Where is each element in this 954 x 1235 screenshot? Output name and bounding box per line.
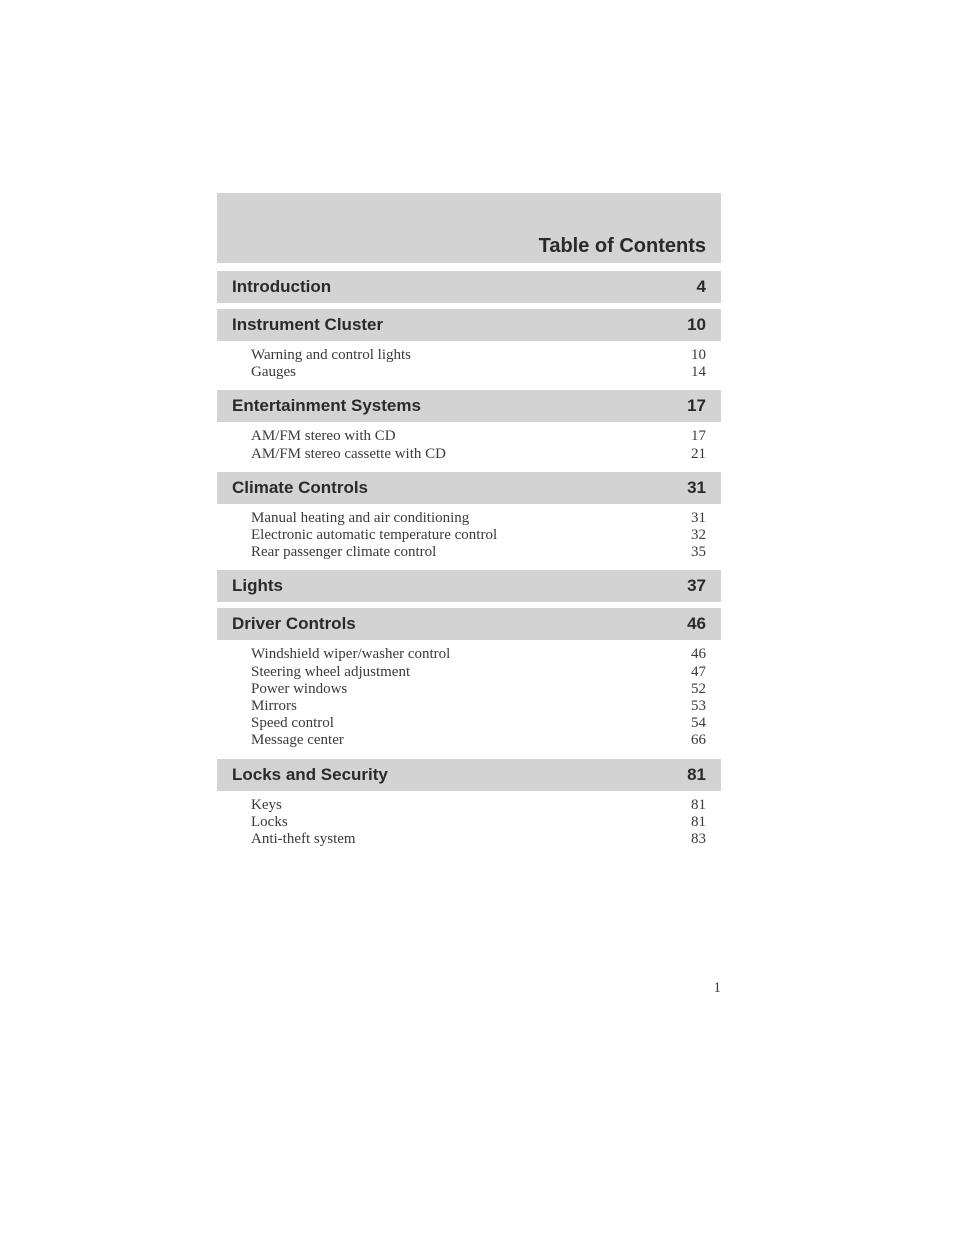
entry-page: 53 [691,698,706,715]
entry-label: Message center [251,732,344,749]
toc-entry[interactable] [251,681,706,698]
toc-entry[interactable] [251,797,706,814]
entry-label: AM/FM stereo with CD [251,428,396,445]
entry-label: Keys [251,796,282,813]
entry-page: 46 [691,646,706,663]
section-items [217,791,721,852]
toc-entry[interactable] [251,831,706,848]
section-label: Introduction [232,277,332,296]
toc-entry[interactable] [251,510,706,527]
entry-label: Speed control [251,715,334,732]
entry-label: Warning and control lights [251,347,412,363]
section-items [217,341,721,384]
entry-label: Electronic automatic temperature control [251,527,498,544]
toc-entry[interactable] [251,664,706,681]
toc-entry[interactable] [251,715,706,732]
entry-label: Manual heating and air conditioning [251,509,470,526]
section-heading-locks-and-security[interactable] [217,759,721,791]
entry-label: Mirrors [251,698,297,715]
entry-page: 83 [691,831,706,848]
entry-label: Windshield wiper/washer control [251,646,451,663]
section-label: Lights [232,576,283,596]
section-label: Instrument Cluster [232,315,384,334]
toc-entry[interactable] [251,646,706,663]
section-items [217,504,721,565]
toc-entry[interactable] [251,347,706,364]
entry-page: 52 [691,680,706,697]
toc-entry[interactable] [251,698,706,715]
page-title: Table of Contents [538,235,706,257]
section-heading-instrument-cluster[interactable] [217,309,721,341]
entry-page: 31 [691,509,706,526]
entry-label: Power windows [251,680,348,697]
entry-page: 35 [691,544,706,561]
toc-entry[interactable] [251,428,706,445]
section-page: 4 [696,277,706,296]
entry-page: 54 [691,715,706,732]
section-items [217,422,721,465]
section-label: Locks and Security [232,764,388,784]
entry-label: Anti-theft system [251,831,356,848]
toc-entry[interactable] [251,814,706,831]
section-page: 37 [687,576,706,596]
section-label: Driver Controls [232,614,356,634]
entry-label: AM/FM stereo cassette with CD [251,445,446,462]
toc-entry[interactable] [251,364,706,381]
section-page: 17 [687,396,706,416]
entry-label: Steering wheel adjustment [251,663,411,680]
entry-label: Rear passenger climate control [251,544,437,561]
section-heading-introduction[interactable] [217,271,721,303]
entry-page: 81 [691,813,706,830]
section-label: Climate Controls [232,477,369,497]
entry-page: 21 [691,445,706,462]
entry-page: 10 [691,347,706,363]
title-bar [217,193,721,263]
table-of-contents [217,193,721,851]
entry-label: Locks [251,813,288,830]
toc-entry[interactable] [251,527,706,544]
section-heading-entertainment-systems[interactable] [217,390,721,422]
section-page: 10 [687,315,706,334]
section-heading-driver-controls[interactable] [217,608,721,640]
section-page: 46 [687,614,706,634]
section-heading-lights[interactable] [217,570,721,602]
page-number: 1 [713,980,721,996]
section-page: 31 [687,477,706,497]
toc-entry[interactable] [251,732,706,749]
entry-page: 32 [691,527,706,544]
entry-page: 81 [691,796,706,813]
section-items [217,640,721,752]
section-page: 81 [687,764,706,784]
entry-page: 47 [691,663,706,680]
entry-page: 17 [691,428,706,445]
section-label: Entertainment Systems [232,396,421,416]
entry-page: 66 [691,732,706,749]
toc-entry[interactable] [251,544,706,561]
entry-page: 14 [691,364,706,381]
toc-entry[interactable] [251,446,706,463]
section-heading-climate-controls[interactable] [217,472,721,504]
entry-label: Gauges [251,364,296,381]
